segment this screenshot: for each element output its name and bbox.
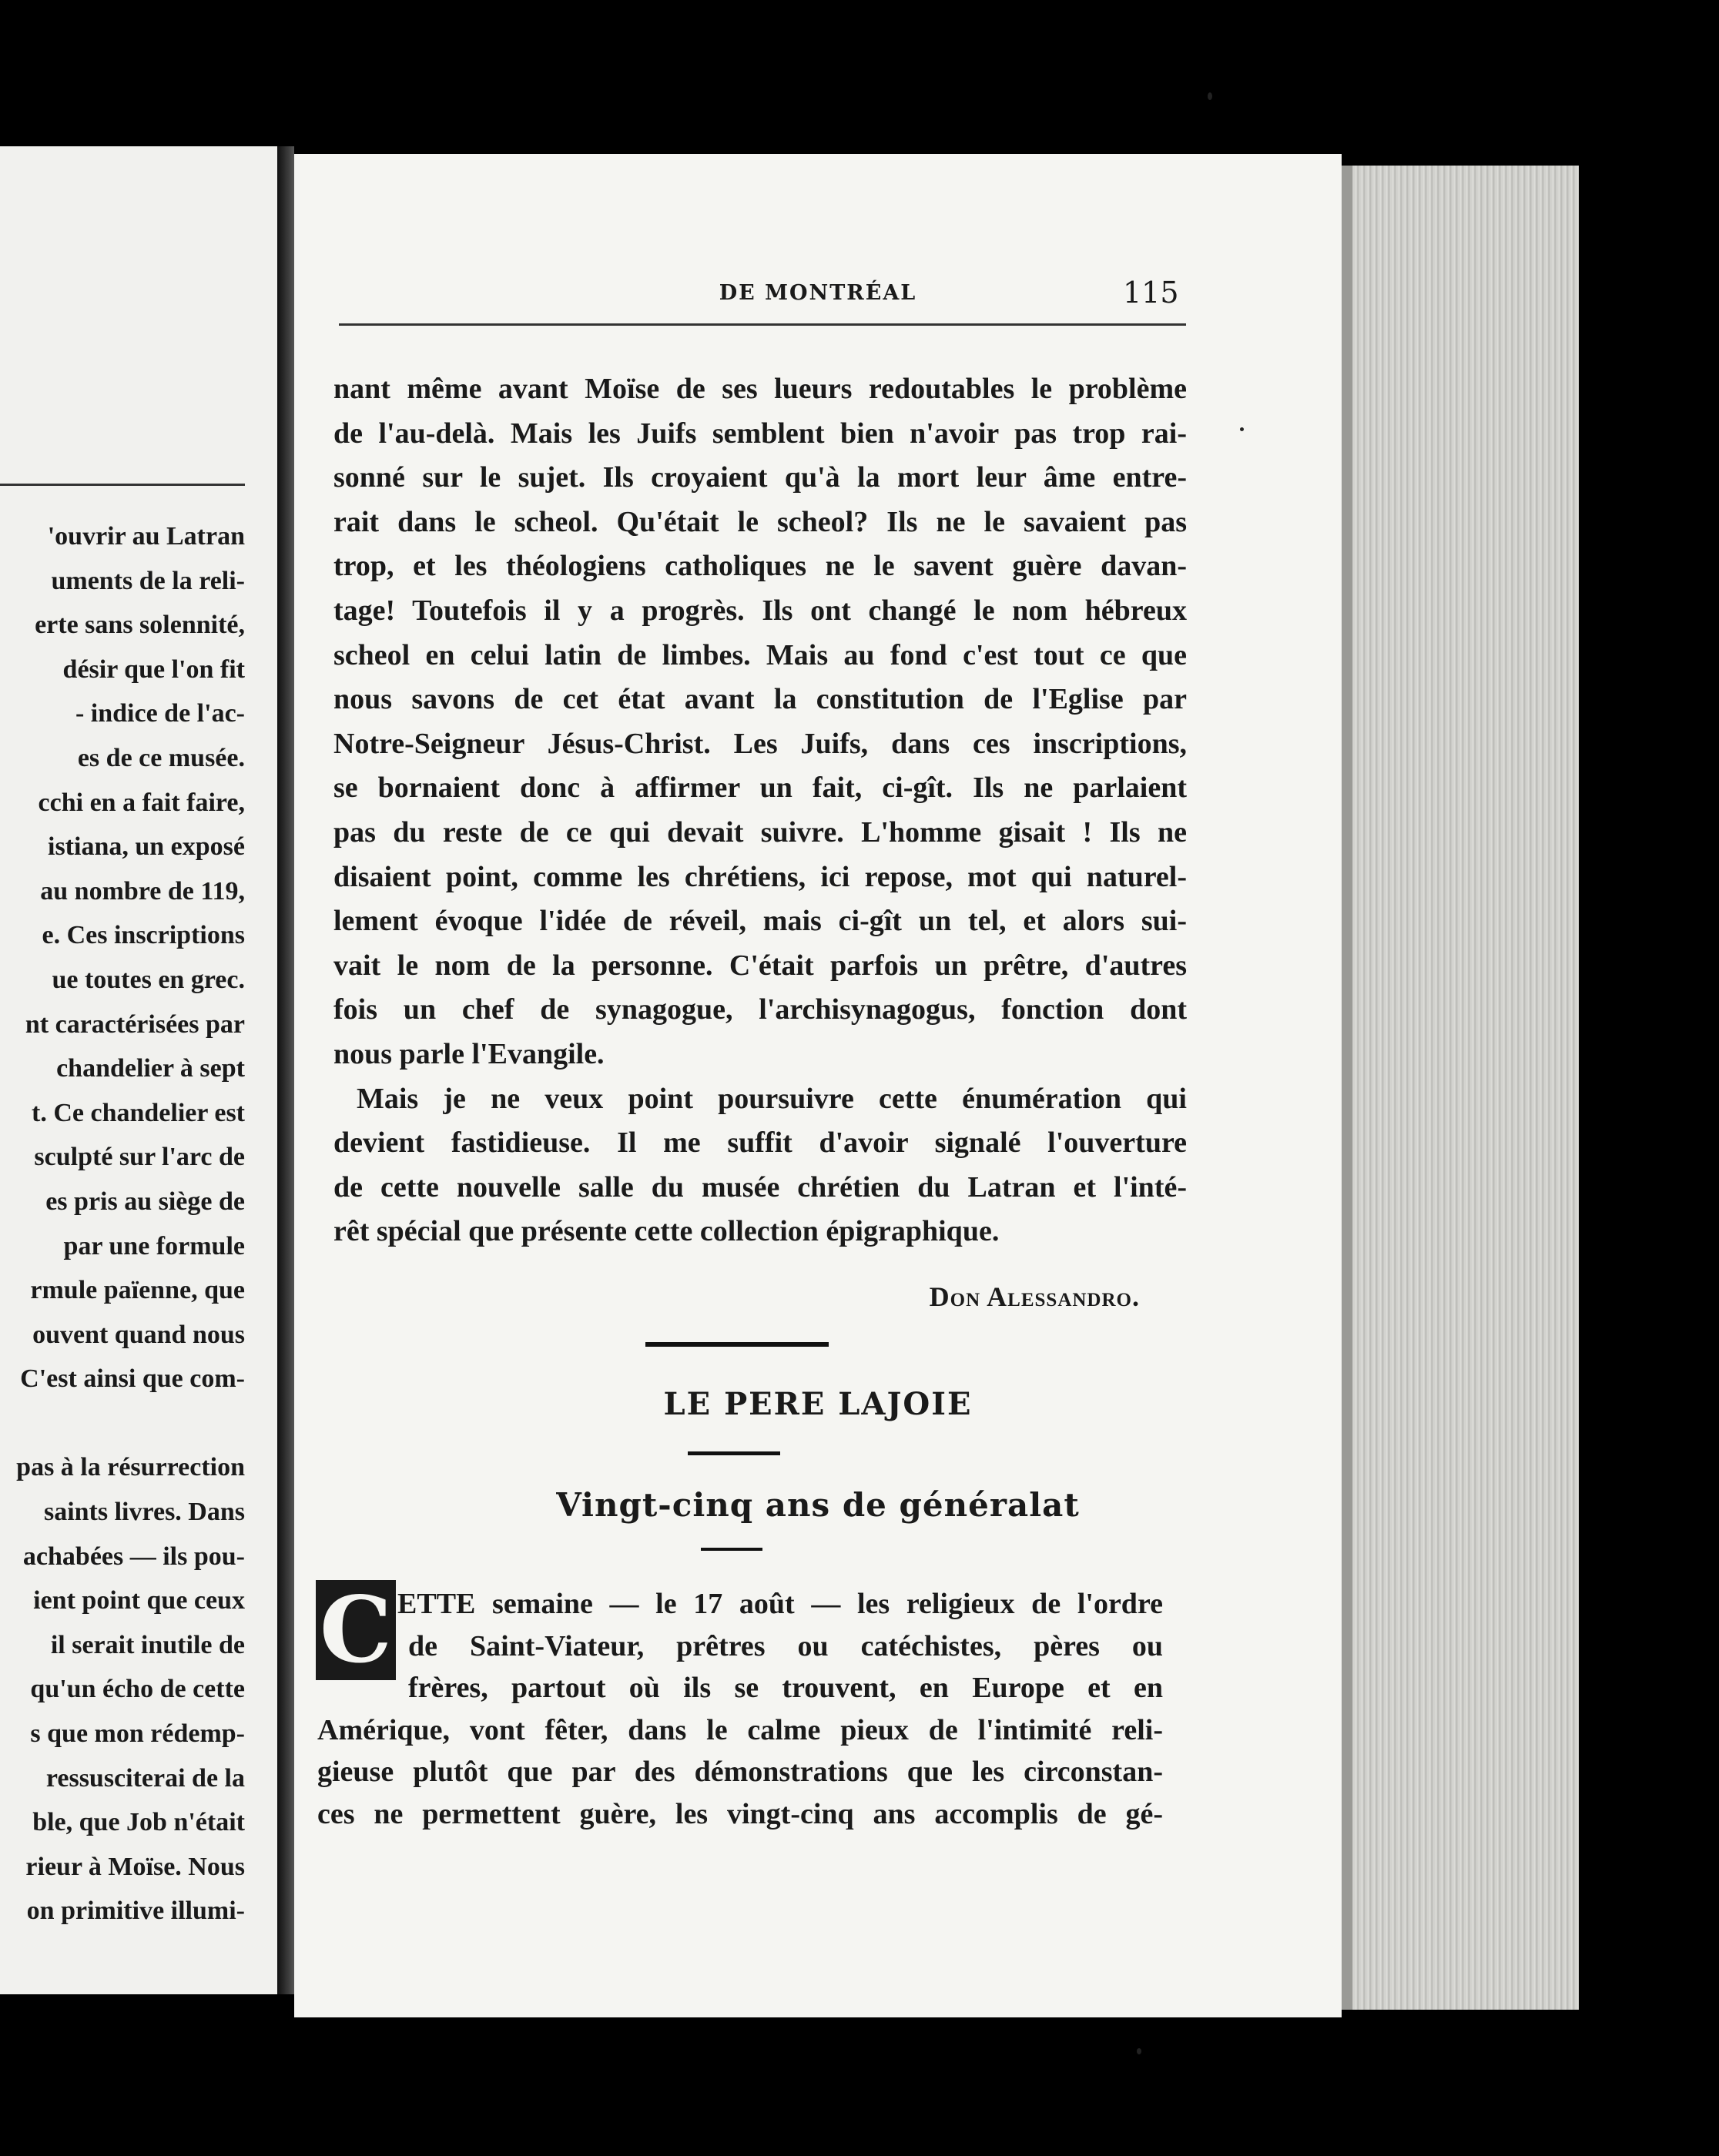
left-page-line: saints livres. Dans — [43, 1498, 245, 1527]
subtitle-rule — [701, 1548, 762, 1551]
left-page — [0, 146, 277, 1994]
text-line: rêt spécial que présente cette collection épigraphique. — [333, 1215, 1000, 1248]
text-line: nant même avant Moïse de ses lueurs redoutables le problème — [333, 373, 1187, 405]
left-page-line: ble, que Job n'était — [32, 1808, 245, 1837]
left-page-line: C'est ainsi que com- — [20, 1364, 245, 1394]
text-line: devient fastidieuse. Il me suffit d'avoir signalé l'ouverture — [333, 1127, 1187, 1160]
page-number: 115 — [1123, 276, 1179, 310]
article-text — [317, 1583, 1163, 1836]
left-page-line: on primitive illumi- — [26, 1897, 245, 1926]
ornamental-dropcap: C — [316, 1580, 396, 1680]
left-page-line: ressusciterai de la — [45, 1763, 245, 1793]
text-line: rait dans le scheol. Qu'était le scheol? Ils ne le savaient pas — [333, 505, 1187, 538]
left-page-line: pas à la résurrection — [16, 1453, 245, 1482]
text-line: Notre-Seigneur Jésus-Christ. Les Juifs, dans ces inscriptions, — [333, 727, 1187, 760]
left-page-line: uments de la reli- — [51, 566, 245, 595]
article-line: gieuse plutôt que par des démonstrations que les circonstan- — [317, 1756, 1163, 1789]
section-separator — [645, 1342, 829, 1347]
left-page-line: ue toutes en grec. — [52, 965, 245, 994]
left-page-line: ouvent quand nous — [32, 1320, 245, 1349]
text-line: fois un chef de synagogue, l'archisynagogus, fonction dont — [333, 993, 1187, 1026]
left-page-line: désir que l'on fit — [62, 654, 245, 684]
left-page-line: istiana, un exposé — [48, 832, 245, 862]
left-page-line: es pris au siège de — [45, 1187, 245, 1216]
text-line: nous parle l'Evangile. — [333, 1037, 605, 1070]
text-line: tage! Toutefois il y a progrès. Ils ont changé le nom hébreux — [333, 594, 1187, 627]
text-line: vait le nom de la personne. C'était parfois un prêtre, d'autres — [333, 949, 1187, 982]
text-line: de cette nouvelle salle du musée chrétien du Latran et l'inté- — [333, 1170, 1187, 1204]
scan-speck — [1137, 2048, 1141, 2054]
text-line: trop, et les théologiens catholiques ne le savent guère davan- — [333, 550, 1187, 583]
scan-speck — [1208, 92, 1212, 100]
text-line: scheol en celui latin de limbes. Mais au fond c'est tout ce que — [333, 638, 1187, 671]
article-line: ETTE semaine — le 17 août — les religieux de l'ordre — [397, 1588, 1163, 1620]
book-fore-edge — [1342, 166, 1579, 2010]
article-line: Amérique, vont fêter, dans le calme pieux de l'intimité reli- — [317, 1713, 1163, 1746]
text-line: de l'au-delà. Mais les Juifs semblent bien n'avoir pas trop rai- — [333, 417, 1187, 450]
running-head: DE MONTRÉAL — [719, 281, 917, 305]
left-page-line — [0, 1401, 245, 1446]
left-page-line: t. Ce chandelier est — [32, 1098, 245, 1127]
title-rule — [688, 1451, 780, 1455]
left-page-line: s que mon rédemp- — [30, 1719, 245, 1749]
page-edge-shadow — [1342, 166, 1352, 2010]
text-line: Mais je ne veux point poursuivre cette énumération qui — [357, 1082, 1187, 1115]
left-page-line: sculpté sur l'arc de — [34, 1143, 245, 1172]
left-page-line: ient point que ceux — [33, 1586, 245, 1615]
left-page-rule — [0, 484, 245, 486]
left-page-line: par une formule — [63, 1231, 245, 1260]
body-text — [333, 367, 1187, 1254]
article-line: ces ne permettent guère, les vingt-cinq ans accomplis de gé- — [317, 1797, 1163, 1830]
left-page-line: - indice de l'ac- — [75, 699, 245, 728]
article-line: de Saint-Viateur, prêtres ou catéchistes, pères ou — [408, 1629, 1163, 1662]
left-page-line: e. Ces inscriptions — [42, 921, 245, 950]
text-line: se bornaient donc à affirmer un fait, ci-gît. Ils ne parlaient — [333, 772, 1187, 805]
left-page-line: erte sans solennité, — [35, 611, 245, 640]
book-gutter — [277, 146, 294, 1994]
left-page-line: au nombre de 119, — [40, 876, 245, 906]
left-page-line: achabées — ils pou- — [22, 1542, 245, 1571]
left-page-line: cchi en a fait faire, — [38, 788, 245, 817]
author-signature: Don Alessandro. — [929, 1281, 1140, 1312]
article-subtitle: Vingt-cinq ans de généralat — [556, 1486, 1080, 1524]
text-line: nous savons de cet état avant la constitution de l'Eglise par — [333, 683, 1187, 716]
left-page-line: il serait inutile de — [50, 1630, 245, 1659]
left-page-line: rieur à Moïse. Nous — [25, 1852, 245, 1881]
text-line: sonné sur le sujet. Ils croyaient qu'à la mort leur âme entre- — [333, 461, 1187, 494]
article-line: frères, partout où ils se trouvent, en Europe et en — [408, 1672, 1163, 1705]
header-rule — [339, 323, 1186, 326]
left-page-text — [0, 514, 245, 1933]
left-page-line: chandelier à sept — [56, 1054, 245, 1083]
left-page-line: qu'un écho de cette — [30, 1675, 245, 1704]
left-page-line: rmule païenne, que — [30, 1276, 245, 1305]
text-line: disaient point, comme les chrétiens, ici repose, mot qui naturel- — [333, 860, 1187, 893]
text-line: pas du reste de ce qui devait suivre. L'homme gisait ! Ils ne — [333, 815, 1187, 849]
left-page-line: nt caractérisées par — [25, 1009, 245, 1039]
text-line: lement évoque l'idée de réveil, mais ci-gît un tel, et alors sui- — [333, 905, 1187, 938]
left-page-line: 'ouvrir au Latran — [47, 522, 245, 551]
left-page-line: es de ce musée. — [77, 743, 245, 772]
scan-speck — [1240, 427, 1244, 431]
article-title: LE PERE LAJOIE — [663, 1386, 973, 1422]
